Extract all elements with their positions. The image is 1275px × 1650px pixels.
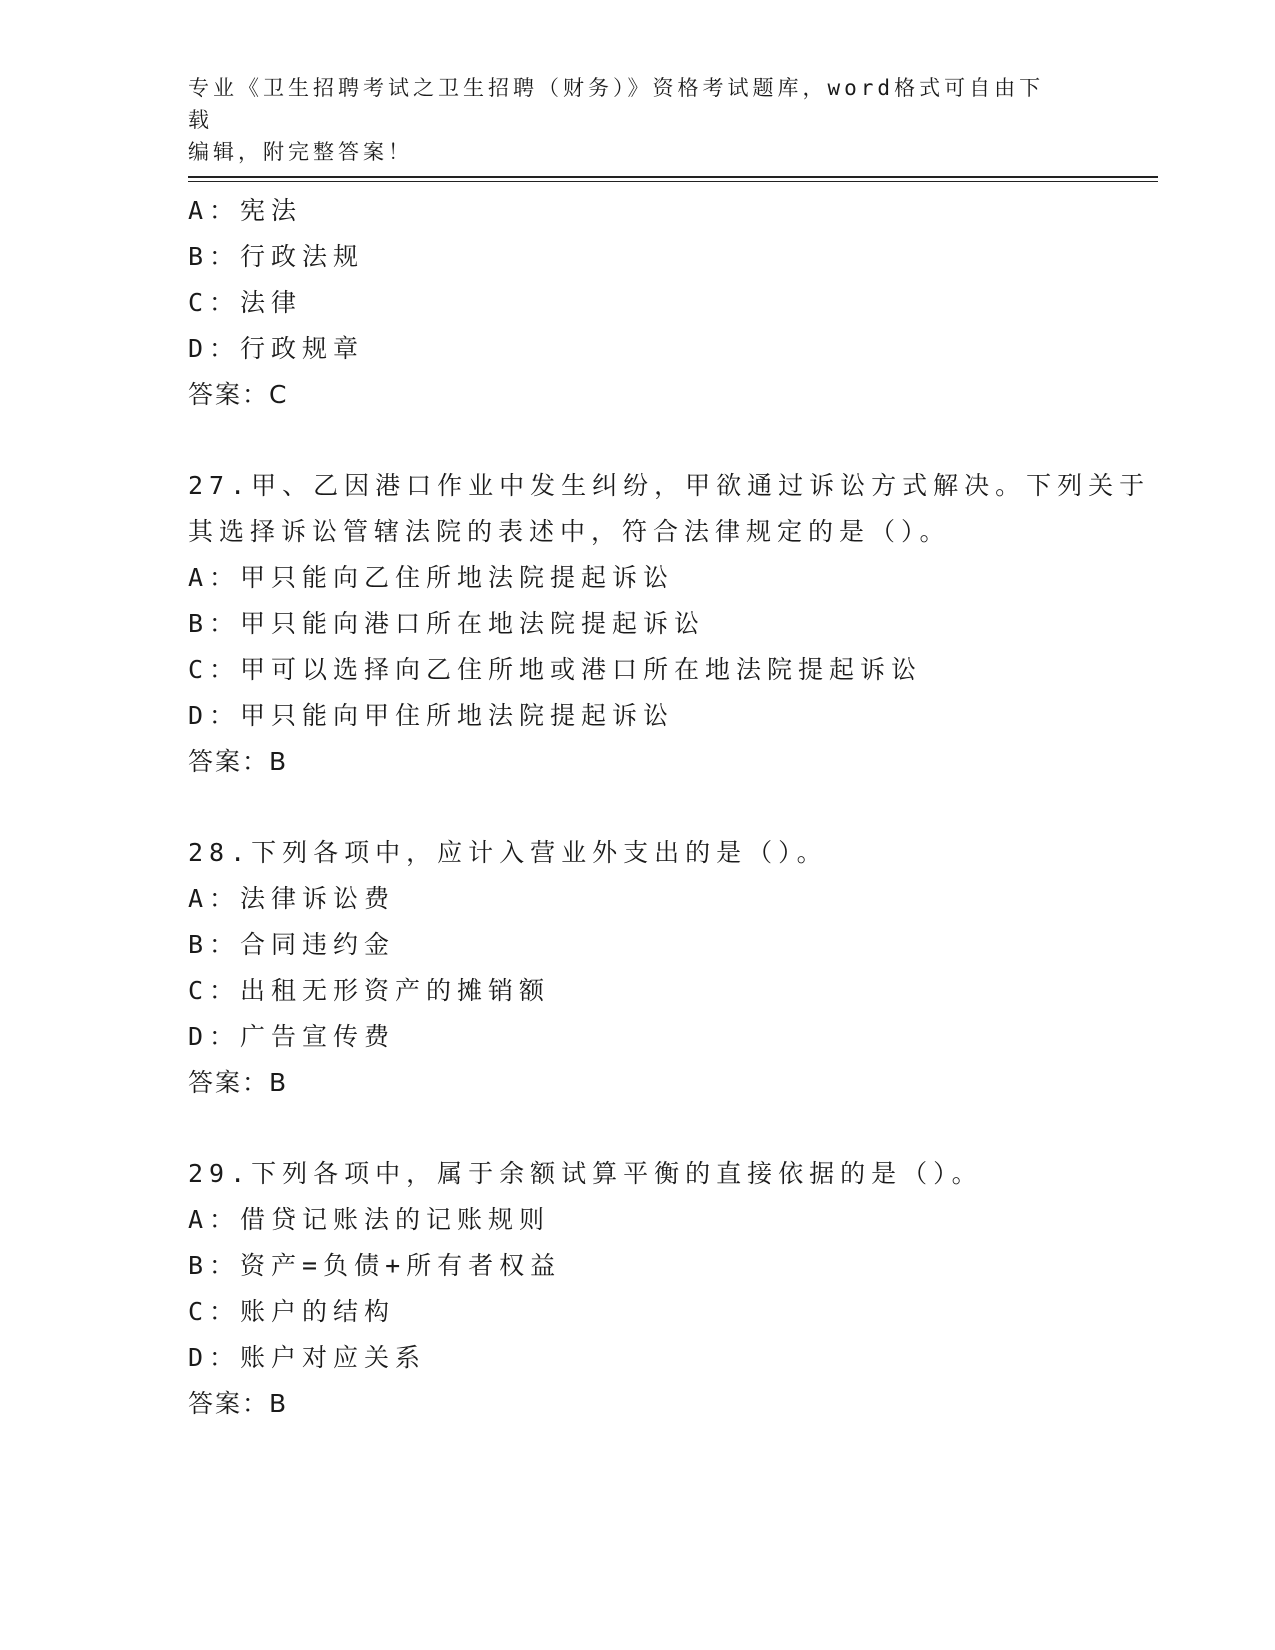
question-stem: 28.下列各项中，应计入营业外支出的是（）。 [188, 838, 828, 867]
header-divider [188, 176, 1158, 182]
option-c: C：出租无形资产的摊销额 [188, 976, 551, 1005]
header-line-1: 专业《卫生招聘考试之卫生招聘（财务）》资格考试题库，word格式可自由下载 [188, 76, 1045, 132]
option-c: C：账户的结构 [188, 1297, 396, 1326]
answer-line: 答案：C [188, 380, 289, 409]
header-line-2: 编辑，附完整答案！ [188, 140, 413, 164]
question-block-prev [188, 188, 1158, 418]
question-block-28 [188, 830, 1158, 1106]
option-d: D：甲只能向甲住所地法院提起诉讼 [188, 701, 675, 730]
option-a: A：宪法 [188, 196, 303, 225]
answer-line: 答案：B [188, 1068, 289, 1097]
question-stem: 27.甲、乙因港口作业中发生纠纷，甲欲通过诉讼方式解决。下列关于 [188, 471, 1151, 500]
option-b: B：甲只能向港口所在地法院提起诉讼 [188, 609, 706, 638]
spacer [188, 785, 1158, 830]
option-a: A：借贷记账法的记账规则 [188, 1205, 551, 1234]
question-stem: 29.下列各项中，属于余额试算平衡的直接依据的是（）。 [188, 1159, 983, 1188]
question-list [188, 188, 1158, 1427]
option-a: A：法律诉讼费 [188, 884, 396, 913]
option-d: D：广告宣传费 [188, 1022, 396, 1051]
option-b: B：行政法规 [188, 242, 365, 271]
option-c: C：甲可以选择向乙住所地或港口所在地法院提起诉讼 [188, 655, 923, 684]
option-b: B：合同违约金 [188, 930, 396, 959]
question-stem-continued: 其选择诉讼管辖法院的表述中，符合法律规定的是（）。 [188, 517, 951, 546]
option-b: B：资产=负债+所有者权益 [188, 1251, 562, 1280]
document-header [188, 72, 1068, 168]
spacer [188, 418, 1158, 463]
spacer [188, 1106, 1158, 1151]
option-d: D：账户对应关系 [188, 1343, 427, 1372]
question-block-29 [188, 1151, 1158, 1427]
option-d: D：行政规章 [188, 334, 365, 363]
question-block-27 [188, 463, 1158, 785]
answer-line: 答案：B [188, 747, 289, 776]
option-c: C：法律 [188, 288, 303, 317]
answer-line: 答案：B [188, 1389, 289, 1418]
option-a: A：甲只能向乙住所地法院提起诉讼 [188, 563, 675, 592]
